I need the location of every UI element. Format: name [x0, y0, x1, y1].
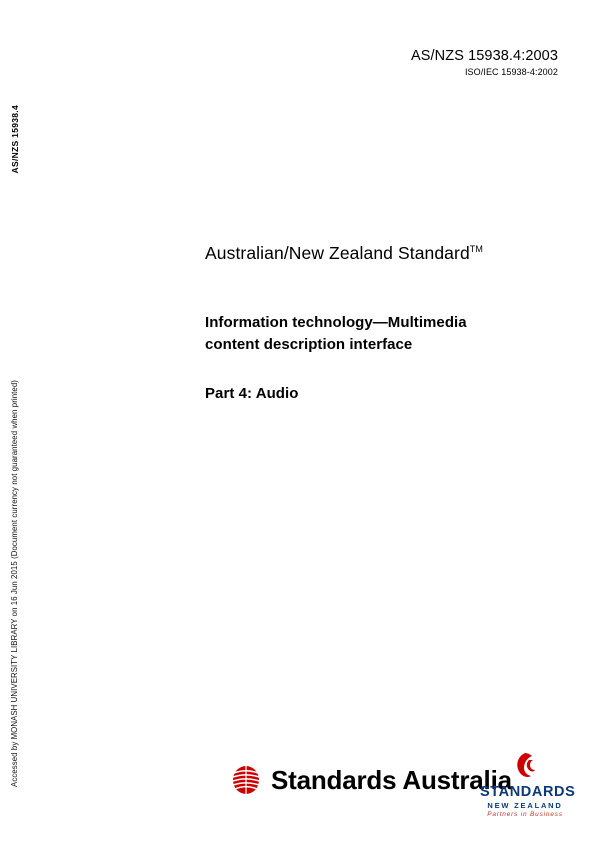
- subject-title-line1: Information technology—Multimedia: [205, 314, 467, 331]
- footer-logos: [0, 750, 600, 820]
- standards-australia-mark-icon: [230, 764, 262, 796]
- standards-new-zealand-logo: [480, 752, 576, 818]
- title-block: [205, 243, 555, 402]
- subject-title: [205, 312, 555, 356]
- trademark-mark: TM: [469, 244, 483, 255]
- spine-designation: AS/NZS 15938.4: [10, 105, 20, 174]
- spine-access-note: Accessed by MONASH UNIVERSITY LIBRARY on 16 Jun 2015 (Document currency not guaranteed when printed): [10, 380, 19, 787]
- designation-block: [411, 48, 558, 77]
- subject-title-line2: content description interface: [205, 335, 413, 353]
- standards-new-zealand-region: NEW ZEALAND: [487, 801, 563, 810]
- standards-australia-wordmark: Standards Australia: [271, 764, 512, 795]
- standards-new-zealand-tagline: Partners in Business: [487, 811, 563, 818]
- standards-australia-logo: [230, 764, 512, 796]
- standards-new-zealand-koru-icon: [480, 752, 570, 782]
- part-title: Part 4: Audio: [205, 384, 299, 402]
- standard-line: [205, 243, 555, 264]
- standards-new-zealand-wordmark: STANDARDS: [480, 784, 576, 800]
- designation-main: AS/NZS 15938.4:2003: [411, 48, 558, 64]
- designation-sub: ISO/IEC 15938-4:2002: [464, 67, 558, 77]
- standard-line-text: Australian/New Zealand Standard: [205, 243, 470, 263]
